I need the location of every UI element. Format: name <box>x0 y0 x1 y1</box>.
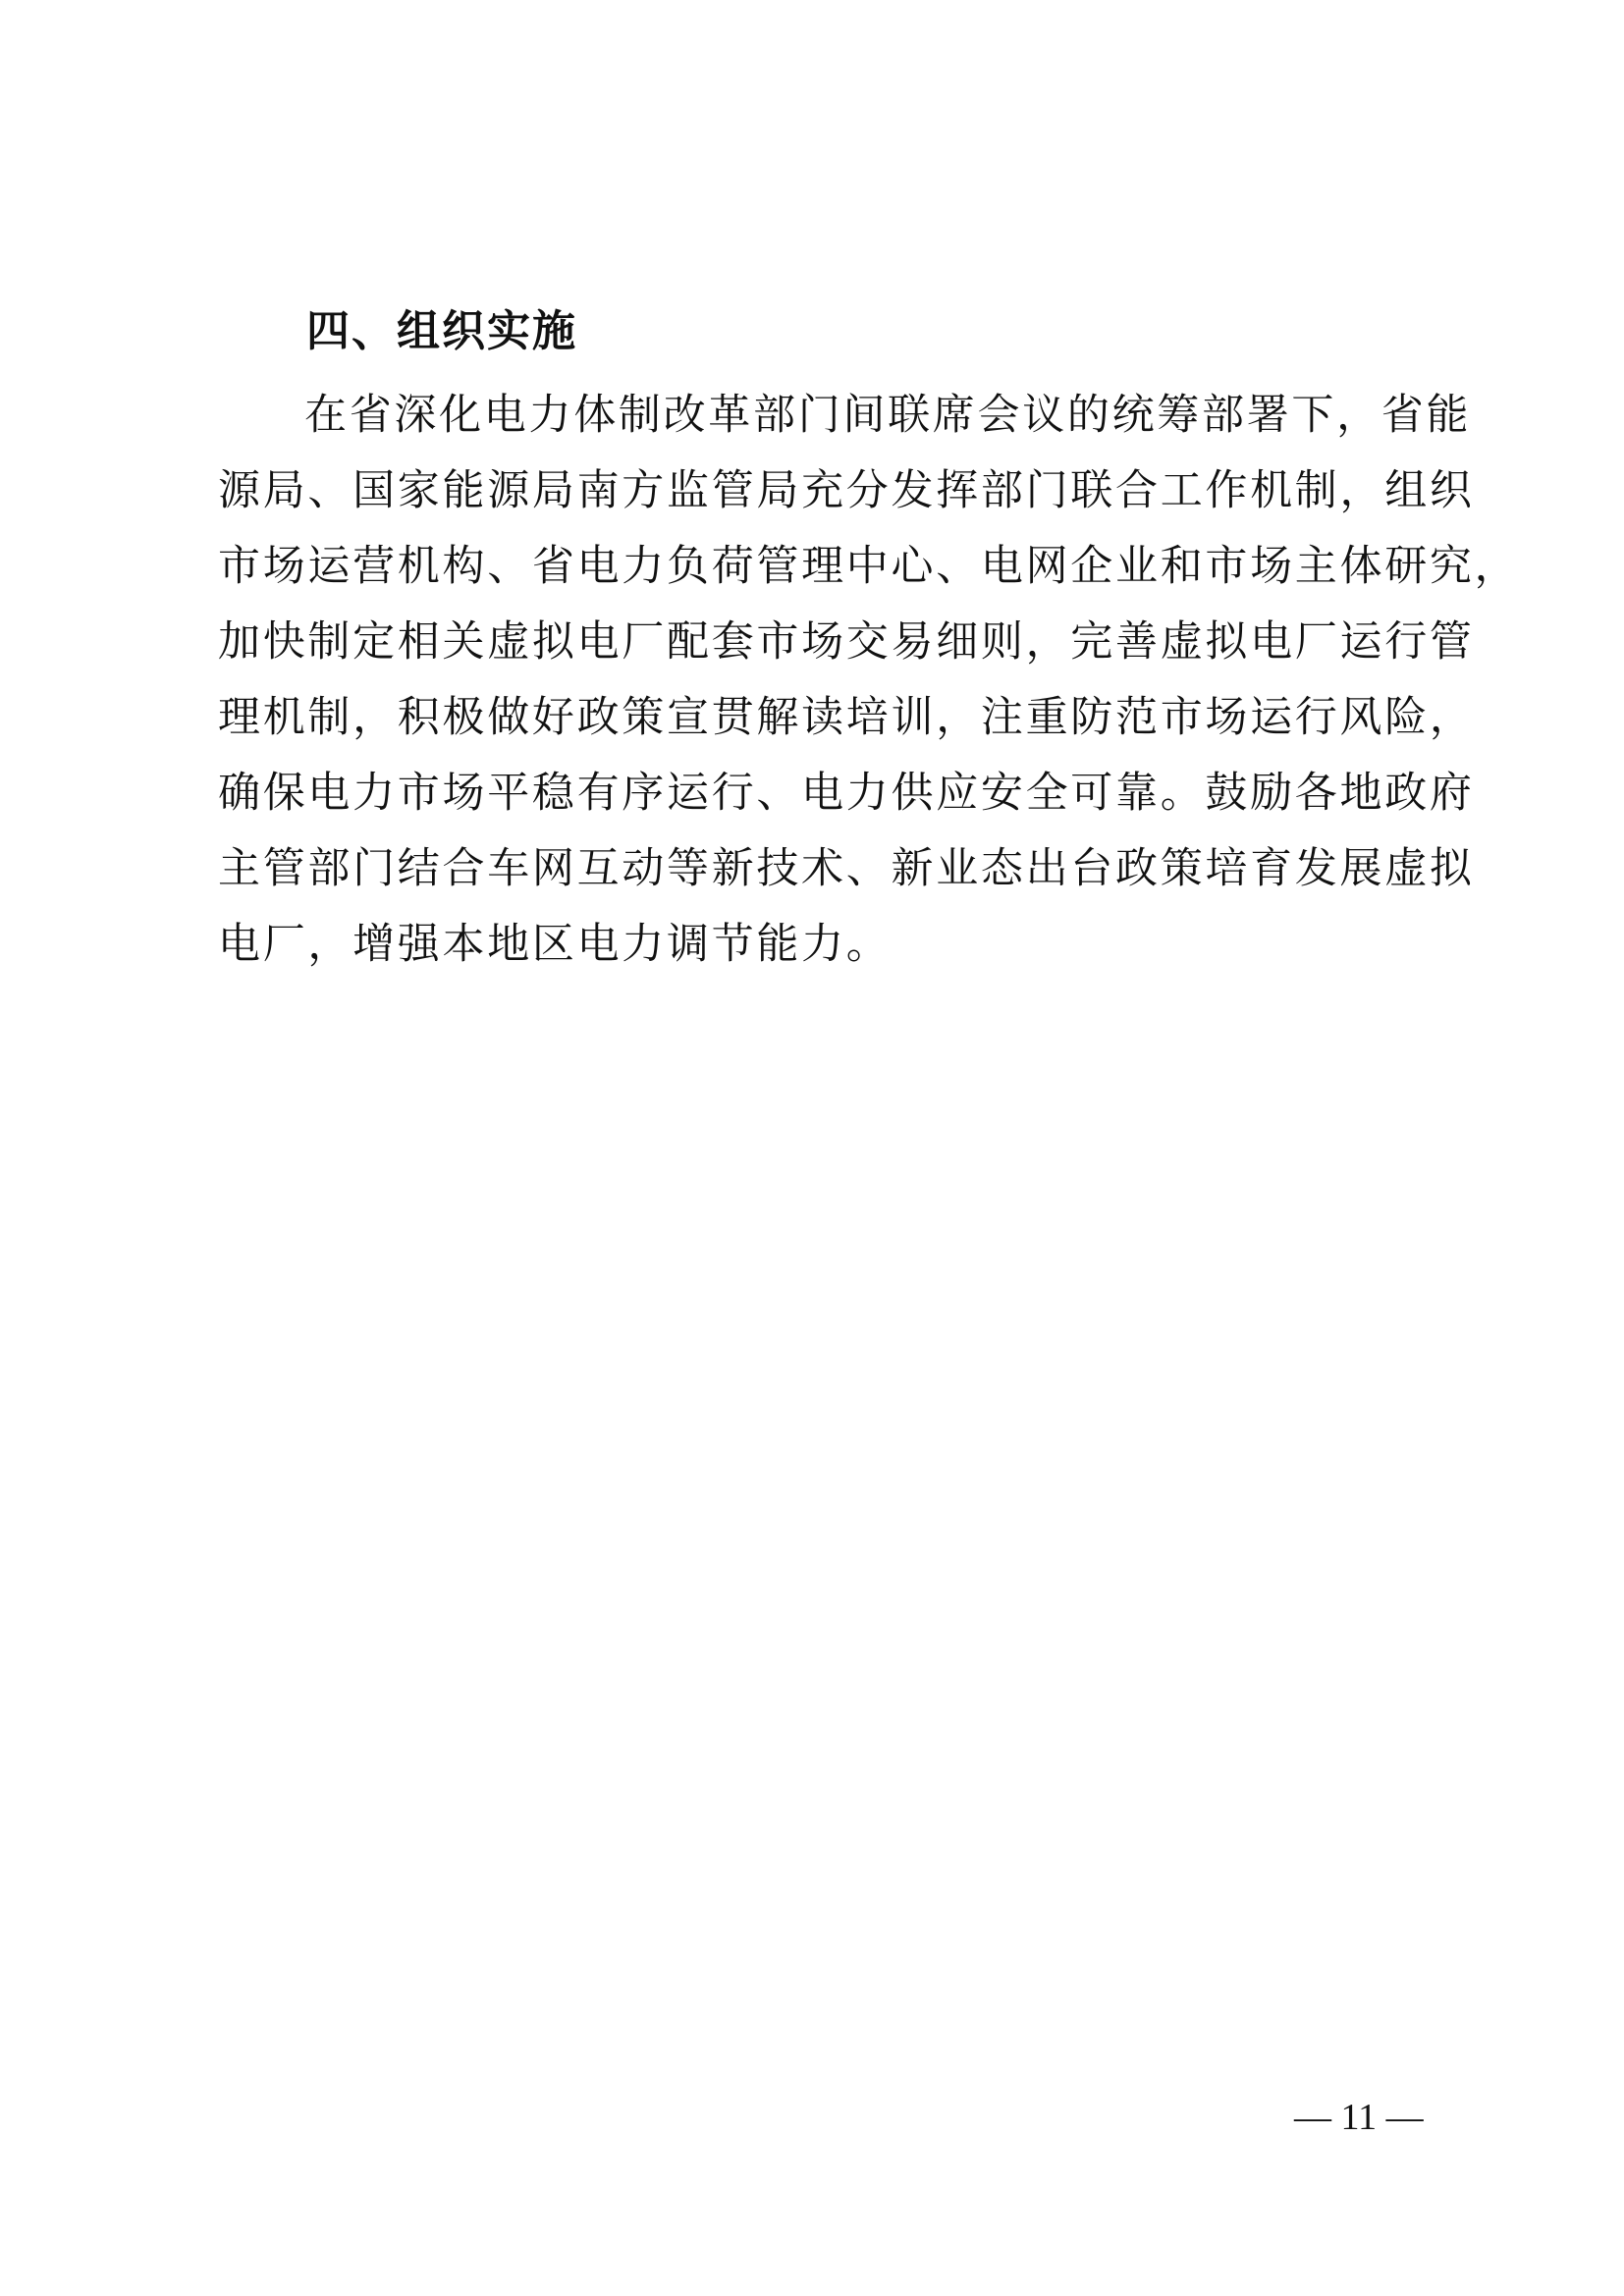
paragraph-line: 电厂，增强本地区电力调节能力。 <box>218 920 892 969</box>
page-number: — 11 — <box>1294 2097 1424 2138</box>
paragraph-line: 理机制，积极做好政策宣贯解读培训，注重防范市场运行风险， <box>218 693 1475 742</box>
paragraph-line: 加快制定相关虚拟电厂配套市场交易细则，完善虚拟电厂运行管 <box>218 617 1475 667</box>
paragraph-line: 市场运营机构、省电力负荷管理中心、电网企业和市场主体研究， <box>218 542 1520 591</box>
paragraph-line: 源局、国家能源局南方监管局充分发挥部门联合工作机制，组织 <box>218 466 1475 515</box>
section-heading: 四、组织实施 <box>306 306 577 356</box>
paragraph-line: 确保电力市场平稳有序运行、电力供应安全可靠。鼓励各地政府 <box>218 769 1475 818</box>
body-paragraph <box>218 378 1520 983</box>
paragraph-line: 主管部门结合车网互动等新技术、新业态出台政策培育发展虚拟 <box>218 844 1475 893</box>
paragraph-line: 在省深化电力体制改革部门间联席会议的统筹部署下，省能 <box>304 391 1472 440</box>
